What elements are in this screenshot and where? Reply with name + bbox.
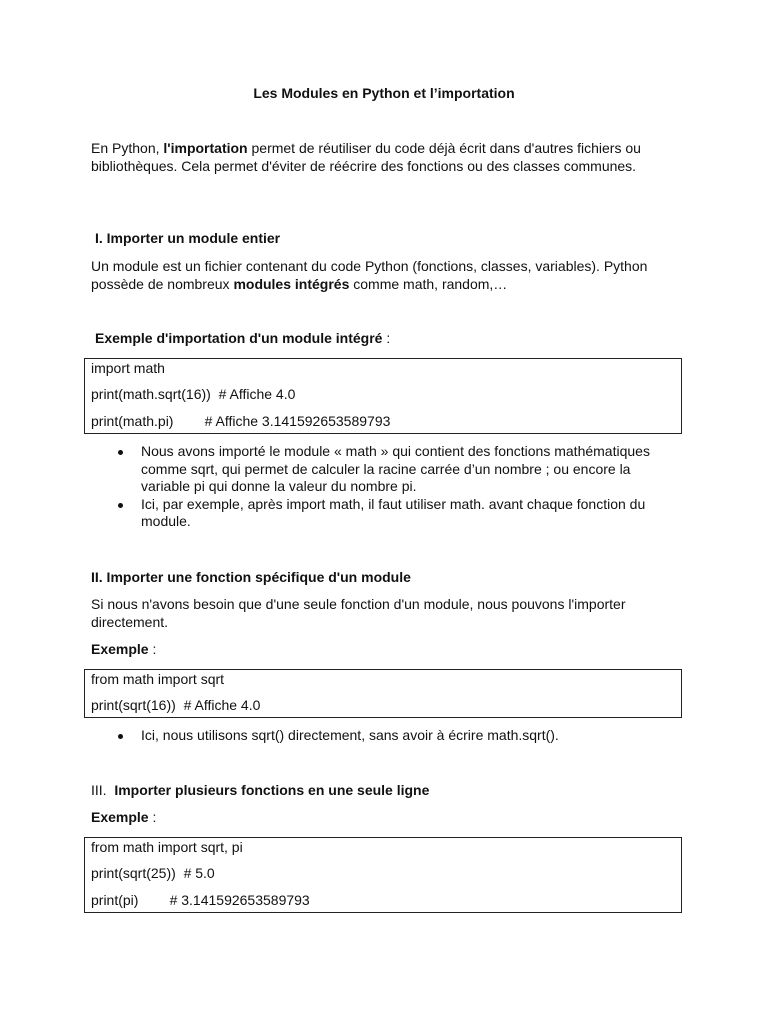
section-1-example-label (95, 330, 685, 348)
intro-paragraph (91, 140, 681, 175)
section-2-bullet-list (91, 727, 681, 745)
bullet-text: Ici, par exemple, après import math, il faut utiliser math. avant chaque fonction du module. (141, 495, 646, 529)
section-2-example-colon: : (148, 641, 157, 657)
code-line: from math import sqrt, pi (91, 839, 243, 855)
section-1-text-start: Un module est un fichier contenant du code Python (fonctions, classes, variables). Python possède de nombreux (91, 258, 648, 292)
intro-bold-term: l'importation (163, 140, 248, 156)
bullet-icon (118, 734, 123, 739)
section-1-example-colon: : (382, 330, 391, 346)
list-item (91, 496, 681, 531)
section-1-bold-term: modules intégrés (233, 275, 350, 292)
bullet-text: Ici, nous utilisons sqrt() directement, sans avoir à écrire math.sqrt(). (141, 727, 559, 743)
section-1-paragraph (91, 258, 681, 293)
page-title: Les Modules en Python et l’importation (253, 85, 515, 101)
section-1-code-block (84, 358, 682, 434)
section-2-paragraph: Si nous n'avons besoin que d'une seule fonction d'un module, nous pouvons l'importer directement. (91, 596, 626, 630)
code-line: import math (91, 360, 165, 376)
intro-text-end: permet de réutiliser du code déjà écrit dans d'autres fichiers ou bibliothèques. Cela permet d'éviter de réécrire des fonctions ou des classes communes. (91, 140, 641, 174)
section-3-title: Importer plusieurs fonctions en une seule ligne (114, 782, 430, 798)
code-line: print(sqrt(25)) # 5.0 (91, 865, 215, 881)
section-3-example-colon: : (148, 809, 157, 825)
bullet-icon (118, 450, 123, 455)
section-2-heading: II. Importer une fonction spécifique d'un module (91, 569, 411, 585)
code-line: from math import sqrt (91, 671, 225, 687)
section-3-numeral: III. (91, 782, 107, 798)
section-3-example-label (91, 809, 681, 827)
section-3-example-title: Exemple (91, 809, 149, 825)
intro-text-start: En Python, (91, 140, 164, 156)
bullet-icon (118, 503, 123, 508)
section-1-heading: I. Importer un module entier (95, 230, 281, 246)
code-line: print(pi) # 3.141592653589793 (91, 892, 310, 908)
section-1-bullet-list (91, 443, 681, 531)
list-item (91, 727, 681, 745)
bullet-text: Nous avons importé le module « math » qui contient des fonctions mathématiques comme sqrt, qui permet de calculer la racine carrée d’un nombre ; ou encore la variable pi qui donne la valeur du nombre pi. (141, 443, 650, 494)
section-1-text-end: comme math, random,… (349, 275, 508, 292)
section-1-example-title: Exemple d'importation d'un module intégré (95, 330, 383, 346)
code-line: print(math.sqrt(16)) # Affiche 4.0 (91, 386, 296, 402)
code-line: print(sqrt(16)) # Affiche 4.0 (91, 697, 261, 713)
section-2-code-block (84, 669, 682, 718)
list-item (91, 443, 681, 496)
section-3-heading (91, 782, 681, 800)
code-line: print(math.pi) # Affiche 3.141592653589793 (91, 413, 391, 429)
section-2-example-title: Exemple (91, 641, 149, 657)
section-3-code-block (84, 837, 682, 913)
section-2-example-label (91, 641, 681, 659)
